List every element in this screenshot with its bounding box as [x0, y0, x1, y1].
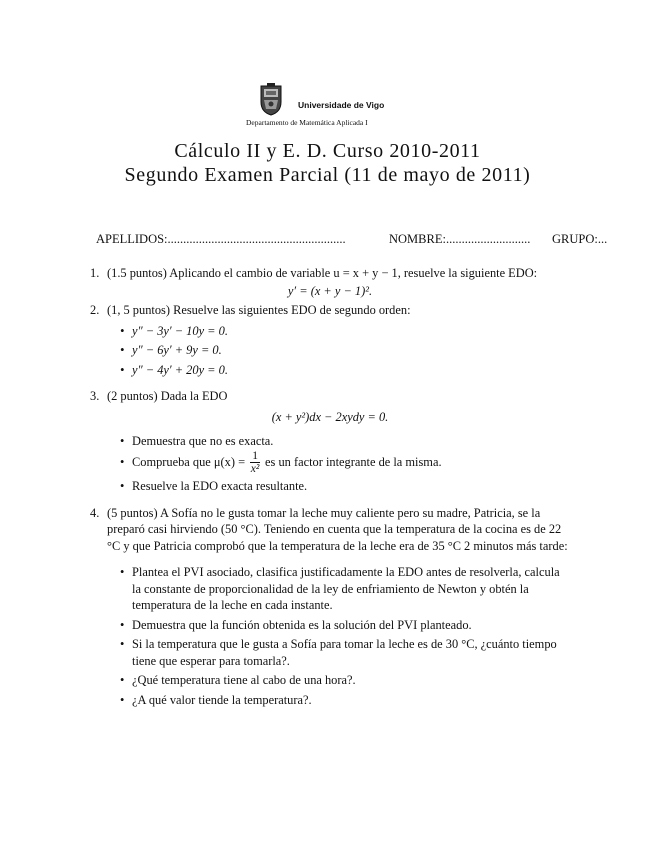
list-item: • Si la temperatura que le gusta a Sofía para tomar la leche es de 30 °C, ¿cuánto tiempo tiene que esperar para tomarla?. [120, 636, 570, 669]
question-text: (1, 5 puntos) Resuelve las siguientes EDO de segundo orden: [107, 303, 411, 317]
list-item: • ¿A qué valor tiende la temperatura?. [120, 692, 570, 709]
header [0, 82, 655, 132]
fraction [250, 450, 260, 475]
apellidos-field: APELLIDOS:......................................................... [96, 232, 346, 246]
university-crest-logo [258, 82, 284, 116]
equation: (x + y²)dx − 2xydy = 0. [271, 409, 389, 424]
fraction-numerator: 1 [252, 450, 258, 463]
university-name: Universidade de Vigo [298, 100, 385, 110]
sub-items [90, 323, 570, 379]
item-text: Comprueba que μ(x) = [132, 454, 246, 469]
question-number: 1. [90, 266, 100, 280]
fraction-denominator: x² [250, 463, 260, 476]
exam-title-line2: Segundo Examen Parcial (11 de mayo de 2011) [124, 164, 531, 186]
question-text: (5 puntos) A Sofía no le gusta tomar la leche muy caliente pero su madre, Patricia, se la preparó casi hirviendo (50 °C). Teniendo en cuenta que la temperatura de la cocina es de 22 °C y que Patricia comprobó que la temperatura de la leche era de 35 °C 2 minutos más tarde: [107, 505, 568, 553]
question-4 [90, 505, 570, 709]
equation: y′ = (x + y − 1)². [287, 283, 373, 298]
question-text: (2 puntos) Dada la EDO [107, 389, 228, 403]
list-item: • y″ − 6y′ + 9y = 0. [120, 342, 570, 359]
nombre-field: NOMBRE:........................... [389, 232, 531, 246]
list-item: • y″ − 3y′ − 10y = 0. [120, 323, 570, 340]
list-item [120, 449, 570, 476]
question-2 [90, 302, 570, 378]
questions [90, 265, 570, 711]
list-item: • Resuelve la EDO exacta resultante. [120, 478, 570, 495]
department-name: Departamento de Matemática Aplicada I [246, 118, 368, 127]
list-item: • y″ − 4y′ + 20y = 0. [120, 362, 570, 379]
exam-title-line1: Cálculo II y E. D. Curso 2010-2011 [174, 140, 481, 162]
sub-items [90, 564, 570, 708]
grupo-field: GRUPO:... [552, 232, 608, 246]
sub-items [90, 433, 570, 495]
question-text: (1.5 puntos) Aplicando el cambio de variable u = x + y − 1, resuelve la siguiente EDO: [107, 266, 538, 280]
list-item: • Demuestra que no es exacta. [120, 433, 570, 450]
question-number: 4. [90, 505, 100, 520]
list-item: • Demuestra que la función obtenida es la solución del PVI planteado. [120, 617, 570, 634]
list-item: • Plantea el PVI asociado, clasifica justificadamente la EDO antes de resolverla, calcula la constante de proporcionalidad de la ley de enfriamiento de Newton y obtén la temperatura de la leche en cada instante. [120, 564, 570, 614]
item-text: es un factor integrante de la misma. [265, 454, 442, 469]
question-number: 3. [90, 389, 100, 403]
list-item: • ¿Qué temperatura tiene al cabo de una hora?. [120, 672, 570, 689]
question-3 [90, 388, 570, 495]
question-number: 2. [90, 303, 100, 317]
question-1 [90, 265, 570, 299]
